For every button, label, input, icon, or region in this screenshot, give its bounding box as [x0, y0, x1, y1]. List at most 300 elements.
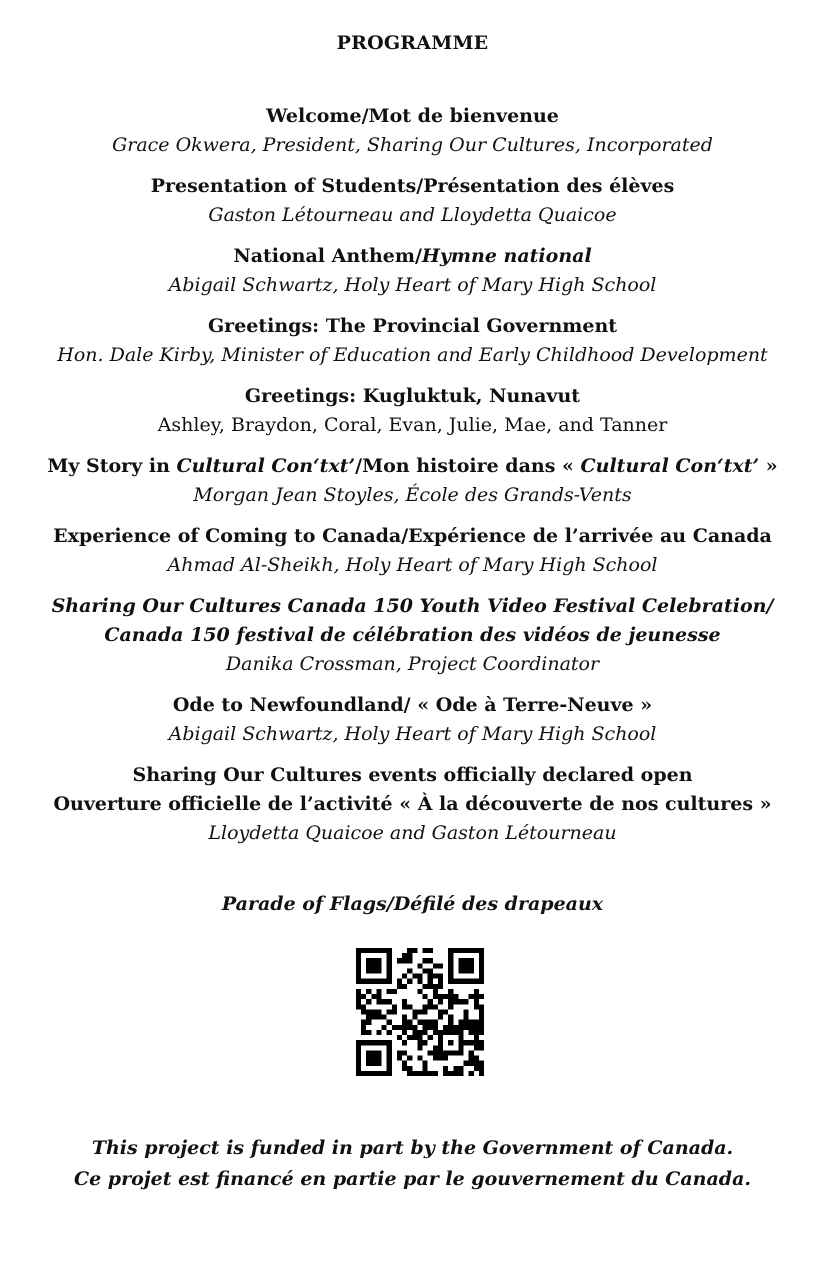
- item-presenter: Abigail Schwartz, Holy Heart of Mary High School: [168, 723, 657, 745]
- qr-module: [469, 963, 474, 968]
- item-heading: Welcome/Mot de bienvenue: [266, 105, 559, 127]
- qr-module: [428, 968, 433, 973]
- item-presenter: Gaston Létourneau and Lloydetta Quaicoe: [208, 204, 617, 226]
- qr-module: [402, 984, 407, 989]
- qr-module: [417, 979, 422, 984]
- qr-module: [479, 953, 484, 958]
- qr-module: [453, 999, 458, 1004]
- qr-module: [428, 1071, 433, 1076]
- qr-module: [397, 979, 402, 984]
- qr-module: [438, 1045, 443, 1050]
- qr-module: [356, 1061, 361, 1066]
- qr-module: [366, 1071, 371, 1076]
- qr-module: [376, 999, 381, 1004]
- qr-module: [474, 989, 479, 994]
- qr-module: [469, 1056, 474, 1061]
- qr-module: [474, 979, 479, 984]
- funding-notice-fr: Ce projet est financé en partie par le gouvernement du Canada.: [73, 1168, 751, 1190]
- qr-module: [428, 1050, 433, 1055]
- qr-module: [433, 1071, 438, 1076]
- qr-module: [458, 968, 463, 973]
- qr-code-icon[interactable]: [356, 948, 484, 1076]
- qr-module: [428, 984, 433, 989]
- item-heading-part: »: [759, 455, 778, 477]
- qr-module: [407, 958, 412, 963]
- qr-module: [387, 953, 392, 958]
- qr-module: [392, 1009, 397, 1014]
- qr-module: [407, 948, 412, 953]
- item-heading: Ode to Newfoundland/ « Ode à Terre-Neuve »: [172, 694, 653, 716]
- qr-module: [474, 1030, 479, 1035]
- programme-item-kugluktuk: [0, 382, 825, 440]
- qr-module: [397, 1056, 402, 1061]
- qr-module: [376, 1009, 381, 1014]
- qr-module: [397, 958, 402, 963]
- qr-module: [458, 1035, 463, 1040]
- qr-module: [458, 999, 463, 1004]
- qr-module: [376, 1056, 381, 1061]
- qr-module: [469, 1030, 474, 1035]
- qr-module: [417, 1045, 422, 1050]
- qr-module: [387, 958, 392, 963]
- qr-module: [474, 1020, 479, 1025]
- qr-module: [458, 1066, 463, 1071]
- item-heading-line1: Sharing Our Cultures events officially declared open: [132, 764, 693, 786]
- qr-module: [448, 979, 453, 984]
- qr-module: [376, 979, 381, 984]
- qr-module: [417, 1056, 422, 1061]
- programme-item-students: [0, 172, 825, 230]
- qr-module: [479, 1071, 484, 1076]
- qr-module: [448, 989, 453, 994]
- item-heading-part: National Anthem/: [233, 245, 422, 267]
- qr-module: [453, 1071, 458, 1076]
- qr-module: [356, 1004, 361, 1009]
- qr-module: [464, 1015, 469, 1020]
- qr-module: [387, 979, 392, 984]
- qr-module: [458, 958, 463, 963]
- qr-module: [387, 1050, 392, 1055]
- qr-module: [474, 994, 479, 999]
- qr-module: [376, 948, 381, 953]
- qr-module: [458, 1040, 463, 1045]
- qr-module: [433, 974, 438, 979]
- qr-module: [448, 999, 453, 1004]
- qr-module: [433, 989, 438, 994]
- qr-module: [479, 1030, 484, 1035]
- qr-module: [469, 1050, 474, 1055]
- qr-module: [366, 1040, 371, 1045]
- qr-module: [417, 1071, 422, 1076]
- qr-module: [382, 979, 387, 984]
- qr-module: [458, 1071, 463, 1076]
- qr-module: [407, 953, 412, 958]
- qr-module: [453, 1050, 458, 1055]
- qr-module: [366, 979, 371, 984]
- qr-module: [443, 1056, 448, 1061]
- item-heading: Experience of Coming to Canada/Expérience de l’arrivée au Canada: [53, 525, 772, 547]
- qr-module: [392, 1004, 397, 1009]
- qr-module: [356, 974, 361, 979]
- qr-module: [479, 968, 484, 973]
- programme-item-experience: [0, 522, 825, 580]
- qr-module: [433, 1056, 438, 1061]
- qr-module: [448, 953, 453, 958]
- qr-module: [474, 948, 479, 953]
- qr-module: [417, 963, 422, 968]
- item-presenter: Grace Okwera, President, Sharing Our Cultures, Incorporated: [112, 134, 713, 156]
- qr-module: [376, 968, 381, 973]
- qr-module: [412, 1015, 417, 1020]
- qr-module: [423, 1066, 428, 1071]
- qr-module: [428, 958, 433, 963]
- qr-module: [433, 1004, 438, 1009]
- qr-module: [469, 1061, 474, 1066]
- qr-module: [356, 948, 361, 953]
- qr-module: [469, 1020, 474, 1025]
- qr-module: [376, 989, 381, 994]
- qr-module: [356, 989, 361, 994]
- qr-module: [371, 968, 376, 973]
- qr-module: [479, 1004, 484, 1009]
- qr-module: [412, 1030, 417, 1035]
- qr-module: [382, 1071, 387, 1076]
- qr-module: [356, 968, 361, 973]
- qr-module: [428, 1020, 433, 1025]
- qr-module: [443, 994, 448, 999]
- qr-module: [448, 968, 453, 973]
- item-heading-line1: Sharing Our Cultures Canada 150 Youth Video Festival Celebration/: [51, 595, 774, 617]
- qr-module: [453, 1030, 458, 1035]
- page-title: PROGRAMME: [336, 32, 489, 54]
- qr-module: [412, 948, 417, 953]
- qr-module: [387, 999, 392, 1004]
- qr-module: [387, 1071, 392, 1076]
- qr-module: [464, 963, 469, 968]
- qr-module: [412, 1025, 417, 1030]
- qr-module: [458, 1025, 463, 1030]
- qr-module: [423, 1040, 428, 1045]
- qr-module: [458, 1030, 463, 1035]
- qr-module: [361, 1030, 366, 1035]
- programme-list: [0, 102, 825, 860]
- qr-module: [376, 1050, 381, 1055]
- qr-module: [376, 963, 381, 968]
- qr-module: [448, 1020, 453, 1025]
- funding-notice-en: This project is funded in part by the Government of Canada.: [91, 1137, 734, 1159]
- qr-module: [371, 1050, 376, 1055]
- qr-module: [356, 1056, 361, 1061]
- qr-module: [479, 1045, 484, 1050]
- qr-module: [376, 1061, 381, 1066]
- qr-module: [402, 999, 407, 1004]
- qr-module: [453, 1025, 458, 1030]
- qr-module: [448, 948, 453, 953]
- qr-module: [438, 1035, 443, 1040]
- qr-module: [356, 1045, 361, 1050]
- qr-module: [407, 1056, 412, 1061]
- qr-module: [464, 999, 469, 1004]
- qr-module: [417, 989, 422, 994]
- qr-module: [423, 984, 428, 989]
- qr-module: [356, 953, 361, 958]
- qr-module: [361, 1004, 366, 1009]
- qr-module: [366, 989, 371, 994]
- qr-module: [464, 979, 469, 984]
- qr-module: [376, 1040, 381, 1045]
- qr-module: [397, 1035, 402, 1040]
- qr-module: [443, 1071, 448, 1076]
- qr-module: [448, 1004, 453, 1009]
- qr-module: [417, 1030, 422, 1035]
- item-presenter: Danika Crossman, Project Coordinator: [225, 653, 600, 675]
- item-presenter: Ashley, Braydon, Coral, Evan, Julie, Mae, and Tanner: [157, 414, 668, 436]
- qr-module: [366, 1015, 371, 1020]
- qr-module: [423, 968, 428, 973]
- qr-module: [366, 1056, 371, 1061]
- qr-module: [361, 1020, 366, 1025]
- qr-module: [387, 1020, 392, 1025]
- item-presenter: Hon. Dale Kirby, Minister of Education and Early Childhood Development: [57, 344, 768, 366]
- qr-module: [428, 979, 433, 984]
- qr-module: [423, 1061, 428, 1066]
- qr-module: [428, 1004, 433, 1009]
- funding-notice: [0, 1133, 825, 1195]
- qr-module: [479, 1025, 484, 1030]
- qr-module: [423, 1025, 428, 1030]
- qr-module: [397, 1025, 402, 1030]
- item-heading-line2: Canada 150 festival de célébration des vidéos de jeunesse: [104, 624, 721, 646]
- qr-module: [438, 1040, 443, 1045]
- qr-module: [361, 1009, 366, 1014]
- programme-item-ode: [0, 691, 825, 749]
- qr-module: [417, 1040, 422, 1045]
- qr-module: [433, 1025, 438, 1030]
- qr-module: [448, 1040, 453, 1045]
- qr-module: [423, 958, 428, 963]
- qr-module: [443, 1009, 448, 1014]
- qr-module: [387, 1056, 392, 1061]
- qr-module: [397, 984, 402, 989]
- qr-module: [407, 1066, 412, 1071]
- qr-module: [428, 999, 433, 1004]
- qr-module: [387, 989, 392, 994]
- qr-module: [387, 948, 392, 953]
- qr-module: [458, 1045, 463, 1050]
- qr-module: [407, 1025, 412, 1030]
- qr-module: [458, 979, 463, 984]
- qr-module: [428, 974, 433, 979]
- programme-item-my-story: [0, 452, 825, 510]
- qr-module: [474, 1056, 479, 1061]
- qr-module: [356, 994, 361, 999]
- qr-module: [412, 974, 417, 979]
- programme-item-anthem: [0, 242, 825, 300]
- qr-module: [438, 999, 443, 1004]
- qr-module: [474, 1040, 479, 1045]
- qr-module: [464, 958, 469, 963]
- qr-module: [474, 1066, 479, 1071]
- qr-module: [417, 974, 422, 979]
- qr-module: [433, 1030, 438, 1035]
- qr-module: [448, 963, 453, 968]
- item-heading: Greetings: Kugluktuk, Nunavut: [244, 385, 581, 407]
- qr-module: [397, 1050, 402, 1055]
- qr-module: [382, 1015, 387, 1020]
- qr-module: [464, 1009, 469, 1014]
- qr-module: [402, 1025, 407, 1030]
- qr-module: [469, 979, 474, 984]
- qr-module: [469, 948, 474, 953]
- qr-module: [376, 1015, 381, 1020]
- qr-module: [361, 994, 366, 999]
- qr-module: [402, 1020, 407, 1025]
- qr-module: [366, 1009, 371, 1014]
- qr-module: [479, 1066, 484, 1071]
- qr-module: [469, 1025, 474, 1030]
- qr-module: [387, 1040, 392, 1045]
- qr-module: [453, 994, 458, 999]
- qr-module: [453, 948, 458, 953]
- qr-module: [433, 1045, 438, 1050]
- qr-module: [433, 984, 438, 989]
- qr-module: [402, 1004, 407, 1009]
- qr-module: [417, 1009, 422, 1014]
- qr-module: [402, 1030, 407, 1035]
- qr-module: [402, 958, 407, 963]
- item-presenter: Abigail Schwartz, Holy Heart of Mary High School: [168, 274, 657, 296]
- qr-module: [407, 968, 412, 973]
- qr-module: [479, 979, 484, 984]
- qr-module: [366, 948, 371, 953]
- qr-module: [402, 1040, 407, 1045]
- qr-module: [464, 968, 469, 973]
- item-presenter: Ahmad Al-Sheikh, Holy Heart of Mary High School: [167, 554, 658, 576]
- item-heading: [0, 242, 825, 271]
- qr-module: [407, 1035, 412, 1040]
- qr-module: [402, 1066, 407, 1071]
- qr-module: [453, 979, 458, 984]
- qr-module: [366, 968, 371, 973]
- item-heading-part-italic: Hymne national: [421, 245, 592, 267]
- qr-module: [356, 1040, 361, 1045]
- qr-module: [387, 963, 392, 968]
- qr-module: [361, 1040, 366, 1045]
- qr-module: [366, 1050, 371, 1055]
- qr-module: [366, 963, 371, 968]
- item-heading-part: /Mon histoire dans «: [355, 455, 581, 477]
- qr-module: [479, 948, 484, 953]
- qr-module: [469, 958, 474, 963]
- qr-module: [464, 948, 469, 953]
- qr-module: [438, 1050, 443, 1055]
- qr-module: [407, 1020, 412, 1025]
- qr-module: [448, 1015, 453, 1020]
- qr-module: [371, 994, 376, 999]
- qr-module: [423, 1020, 428, 1025]
- programme-item-video-festival: [0, 592, 825, 679]
- qr-module: [366, 958, 371, 963]
- qr-module: [433, 1050, 438, 1055]
- qr-module: [464, 1040, 469, 1045]
- qr-module: [407, 1004, 412, 1009]
- qr-module: [371, 958, 376, 963]
- qr-module: [402, 974, 407, 979]
- qr-module: [474, 1045, 479, 1050]
- qr-module: [433, 1020, 438, 1025]
- qr-module: [387, 1030, 392, 1035]
- qr-module: [448, 1030, 453, 1035]
- qr-module: [438, 984, 443, 989]
- qr-module: [474, 1035, 479, 1040]
- qr-module: [428, 1035, 433, 1040]
- qr-module: [366, 1030, 371, 1035]
- qr-module: [412, 1071, 417, 1076]
- qr-module: [402, 1061, 407, 1066]
- qr-module: [371, 1056, 376, 1061]
- qr-module: [387, 968, 392, 973]
- qr-module: [474, 1004, 479, 1009]
- qr-module: [438, 994, 443, 999]
- qr-module: [448, 1050, 453, 1055]
- qr-module: [458, 948, 463, 953]
- item-heading-part-italic: Cultural Con‘txt’: [176, 455, 356, 477]
- qr-module: [371, 1040, 376, 1045]
- qr-module: [464, 1020, 469, 1025]
- qr-module: [371, 963, 376, 968]
- qr-module: [387, 1061, 392, 1066]
- qr-module: [376, 994, 381, 999]
- qr-module: [407, 1071, 412, 1076]
- qr-module: [417, 1035, 422, 1040]
- qr-module: [356, 1066, 361, 1071]
- qr-module: [474, 1025, 479, 1030]
- qr-module: [361, 1025, 366, 1030]
- qr-module: [423, 1030, 428, 1035]
- qr-module: [361, 1071, 366, 1076]
- item-presenter: Morgan Jean Stoyles, École des Grands-Vents: [193, 484, 632, 506]
- qr-module: [407, 979, 412, 984]
- qr-module: [474, 999, 479, 1004]
- programme-item-provincial: [0, 312, 825, 370]
- qr-module: [479, 1040, 484, 1045]
- parade-of-flags: Parade of Flags/Défilé des drapeaux: [221, 893, 604, 915]
- qr-module: [423, 1004, 428, 1009]
- qr-module: [423, 1071, 428, 1076]
- qr-module: [387, 974, 392, 979]
- qr-module: [453, 1066, 458, 1071]
- qr-module: [433, 963, 438, 968]
- qr-module: [479, 994, 484, 999]
- qr-module: [479, 1009, 484, 1014]
- qr-module: [402, 953, 407, 958]
- qr-module: [428, 948, 433, 953]
- qr-module: [438, 963, 443, 968]
- qr-module: [464, 1025, 469, 1030]
- qr-module: [412, 1009, 417, 1014]
- qr-module: [371, 979, 376, 984]
- qr-module: [438, 1030, 443, 1035]
- qr-module: [443, 1030, 448, 1035]
- qr-module: [356, 1050, 361, 1055]
- qr-module: [402, 1050, 407, 1055]
- qr-module: [376, 1071, 381, 1076]
- qr-module: [469, 1071, 474, 1076]
- qr-module: [382, 948, 387, 953]
- qr-module: [356, 979, 361, 984]
- qr-module: [423, 948, 428, 953]
- qr-module: [376, 958, 381, 963]
